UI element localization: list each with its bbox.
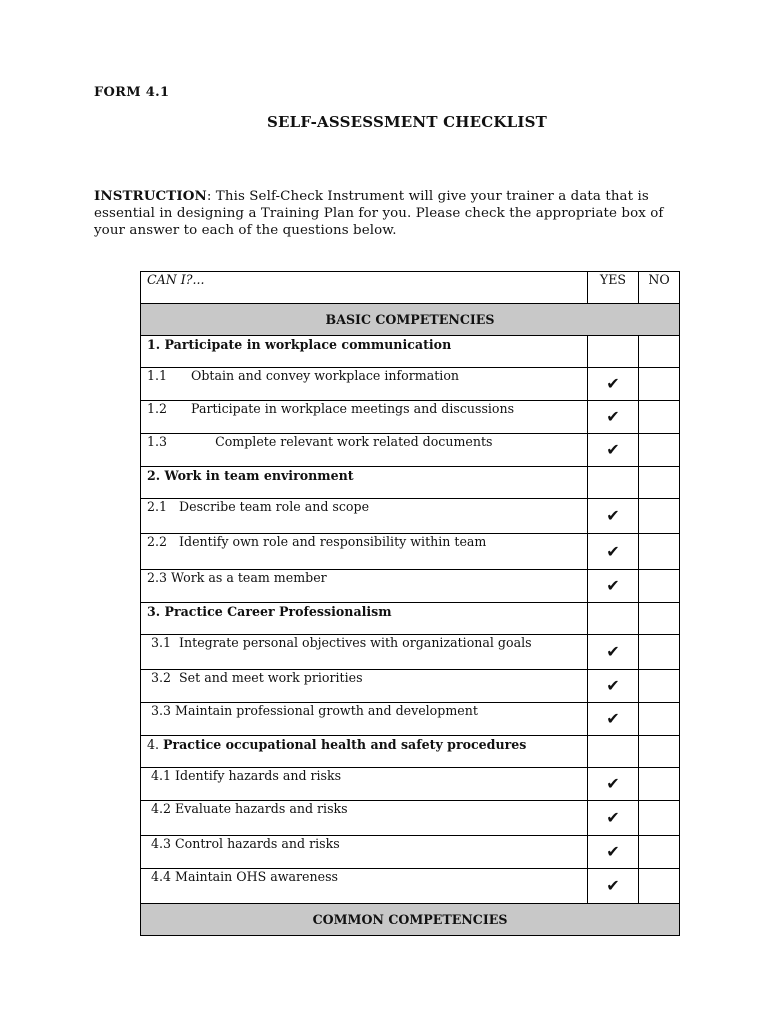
group-number: 4. bbox=[147, 737, 164, 752]
yes-checkbox-cell[interactable] bbox=[588, 836, 639, 869]
checklist-item-row bbox=[141, 499, 680, 534]
checklist-item-row bbox=[141, 368, 680, 401]
checklist-item-row bbox=[141, 635, 680, 670]
check-mark-icon: ✔ bbox=[606, 842, 620, 861]
competency-group-row bbox=[141, 736, 680, 768]
yes-checkbox-cell[interactable] bbox=[588, 499, 639, 534]
checklist-item-row bbox=[141, 401, 680, 434]
yes-checkbox-cell[interactable] bbox=[588, 670, 639, 703]
competency-group-row bbox=[141, 467, 680, 499]
can-i-header: CAN I?... bbox=[141, 272, 588, 304]
check-mark-icon: ✔ bbox=[606, 541, 620, 561]
yes-checkbox-cell[interactable] bbox=[588, 801, 639, 836]
basic-competencies-heading: BASIC COMPETENCIES bbox=[141, 304, 680, 336]
competency-group-title bbox=[141, 336, 588, 368]
common-competencies-heading: COMMON COMPETENCIES bbox=[141, 904, 680, 936]
instruction-paragraph bbox=[94, 188, 684, 239]
group-title-text: Practice occupational health and safety procedures bbox=[163, 737, 527, 752]
no-checkbox-cell[interactable] bbox=[639, 836, 680, 869]
no-checkbox-cell[interactable] bbox=[639, 534, 680, 570]
check-mark-icon: ✔ bbox=[606, 440, 620, 459]
checklist-item-text-cell bbox=[141, 401, 588, 434]
checklist-item-text-cell bbox=[141, 703, 588, 736]
checklist-item-text-cell bbox=[141, 534, 588, 570]
table-header-row bbox=[141, 272, 680, 304]
no-checkbox-cell[interactable] bbox=[639, 670, 680, 703]
check-mark-icon: ✔ bbox=[606, 774, 620, 793]
check-mark-icon: ✔ bbox=[606, 808, 620, 827]
no-checkbox-cell[interactable] bbox=[639, 434, 680, 467]
checklist-item-row bbox=[141, 768, 680, 801]
yes-checkbox-cell[interactable] bbox=[588, 869, 639, 904]
no-checkbox-cell[interactable] bbox=[639, 467, 680, 499]
check-mark-icon: ✔ bbox=[606, 676, 620, 695]
no-header: NO bbox=[639, 272, 680, 304]
yes-checkbox-cell[interactable] bbox=[588, 401, 639, 434]
group-title-text: 1. Participate in workplace communication bbox=[147, 337, 452, 352]
checklist-item-text-cell bbox=[141, 570, 588, 603]
yes-checkbox-cell[interactable] bbox=[588, 434, 639, 467]
checklist-item-text: 1.1 Obtain and convey workplace information bbox=[147, 368, 460, 383]
no-checkbox-cell[interactable] bbox=[639, 499, 680, 534]
section-row-basic bbox=[141, 304, 680, 336]
page-title: SELF-ASSESSMENT CHECKLIST bbox=[267, 113, 547, 131]
checklist-item-text: 4.1 Identify hazards and risks bbox=[147, 768, 342, 783]
checklist-item-text: 4.4 Maintain OHS awareness bbox=[147, 869, 338, 884]
checklist-item-text: 4.2 Evaluate hazards and risks bbox=[147, 801, 348, 816]
yes-checkbox-cell[interactable] bbox=[588, 336, 639, 368]
checklist-item-text: 2.2 Identify own role and responsibility within team bbox=[147, 534, 487, 549]
check-mark-icon: ✔ bbox=[606, 876, 620, 895]
checklist-item-text: 3.2 Set and meet work priorities bbox=[147, 670, 363, 685]
checklist-item-text-cell bbox=[141, 635, 588, 670]
competency-group-title bbox=[141, 467, 588, 499]
form-number: FORM 4.1 bbox=[94, 85, 170, 100]
checklist-item-text: 4.3 Control hazards and risks bbox=[147, 836, 340, 851]
instruction-text: : This Self-Check Instrument will give your trainer a data that is essential in designing a Training Plan for you. Please check the appropriate box of your answer to each of the questions below. bbox=[94, 189, 664, 238]
checklist-item-row bbox=[141, 570, 680, 603]
competency-group-row bbox=[141, 336, 680, 368]
checklist-item-row bbox=[141, 534, 680, 570]
checklist-item-row bbox=[141, 434, 680, 467]
yes-checkbox-cell[interactable] bbox=[588, 703, 639, 736]
checklist-item-row bbox=[141, 670, 680, 703]
checklist-item-text-cell bbox=[141, 768, 588, 801]
group-title-text: 3. Practice Career Professionalism bbox=[147, 604, 392, 619]
check-mark-icon: ✔ bbox=[606, 709, 620, 728]
no-checkbox-cell[interactable] bbox=[639, 570, 680, 603]
no-checkbox-cell[interactable] bbox=[639, 401, 680, 434]
yes-checkbox-cell[interactable] bbox=[588, 368, 639, 401]
checklist-item-text: 3.1 Integrate personal objectives with organizational goals bbox=[147, 635, 532, 650]
checklist-item-text-cell bbox=[141, 368, 588, 401]
yes-checkbox-cell[interactable] bbox=[588, 768, 639, 801]
check-mark-icon: ✔ bbox=[606, 407, 620, 426]
yes-header: YES bbox=[588, 272, 639, 304]
yes-checkbox-cell[interactable] bbox=[588, 635, 639, 670]
no-checkbox-cell[interactable] bbox=[639, 635, 680, 670]
no-checkbox-cell[interactable] bbox=[639, 801, 680, 836]
checklist-item-text: 2.1 Describe team role and scope bbox=[147, 499, 370, 514]
check-mark-icon: ✔ bbox=[606, 374, 620, 393]
checklist-item-text-cell bbox=[141, 499, 588, 534]
checklist-item-text-cell bbox=[141, 434, 588, 467]
self-assessment-table bbox=[140, 271, 680, 936]
no-checkbox-cell[interactable] bbox=[639, 703, 680, 736]
no-checkbox-cell[interactable] bbox=[639, 768, 680, 801]
checklist-item-text: 2.3 Work as a team member bbox=[147, 570, 327, 585]
no-checkbox-cell[interactable] bbox=[639, 736, 680, 768]
checklist-item-text-cell bbox=[141, 670, 588, 703]
instruction-label: INSTRUCTION bbox=[94, 188, 207, 204]
check-mark-icon: ✔ bbox=[606, 642, 620, 661]
no-checkbox-cell[interactable] bbox=[639, 336, 680, 368]
competency-group-title bbox=[141, 736, 588, 768]
checklist-item-row bbox=[141, 801, 680, 836]
section-row-common bbox=[141, 904, 680, 936]
no-checkbox-cell[interactable] bbox=[639, 869, 680, 904]
checklist-item-text-cell bbox=[141, 801, 588, 836]
competency-group-row bbox=[141, 603, 680, 635]
no-checkbox-cell[interactable] bbox=[639, 603, 680, 635]
checklist-item-text: 3.3 Maintain professional growth and development bbox=[147, 703, 478, 718]
checklist-item-text: 1.3 Complete relevant work related documents bbox=[147, 434, 493, 449]
no-checkbox-cell[interactable] bbox=[639, 368, 680, 401]
yes-checkbox-cell[interactable] bbox=[588, 736, 639, 768]
checklist-item-row bbox=[141, 836, 680, 869]
group-title-text: 2. Work in team environment bbox=[147, 468, 354, 483]
yes-checkbox-cell[interactable] bbox=[588, 467, 639, 499]
check-mark-icon: ✔ bbox=[606, 576, 620, 595]
yes-checkbox-cell[interactable] bbox=[588, 534, 639, 570]
checklist-item-row bbox=[141, 869, 680, 904]
checklist-item-text-cell bbox=[141, 869, 588, 904]
checklist-item-text: 1.2 Participate in workplace meetings and discussions bbox=[147, 401, 515, 416]
competency-group-title bbox=[141, 603, 588, 635]
yes-checkbox-cell[interactable] bbox=[588, 603, 639, 635]
yes-checkbox-cell[interactable] bbox=[588, 570, 639, 603]
checklist-item-text-cell bbox=[141, 836, 588, 869]
check-mark-icon: ✔ bbox=[606, 506, 620, 525]
checklist-item-row bbox=[141, 703, 680, 736]
